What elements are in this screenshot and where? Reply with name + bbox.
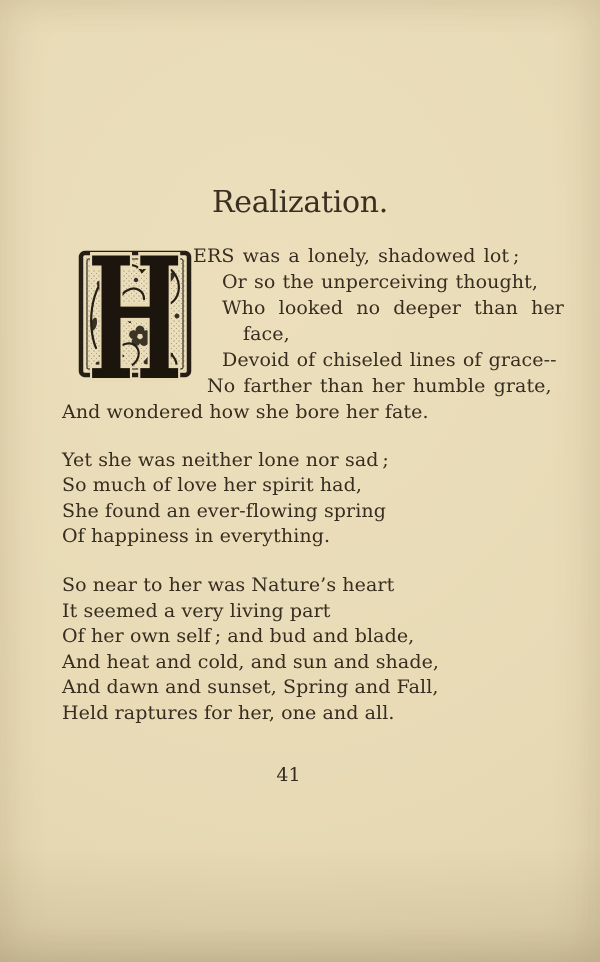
poem-line: Of happiness in everything.: [62, 525, 331, 548]
poem-line: So near to her was Nature’s heart: [62, 574, 395, 596]
stanza-3: [62, 573, 439, 726]
poem-line: Or so the unperceiving thought,: [222, 271, 538, 293]
poem-line: face,: [243, 323, 290, 345]
poem-line: Held raptures for her, one and all.: [62, 701, 395, 724]
poem-line: Yet she was neither lone nor sad ;: [62, 449, 389, 471]
stanza-1: [62, 243, 564, 425]
poem-line: Who looked no deeper than her: [222, 297, 564, 319]
stanza-2: [62, 448, 389, 550]
poem-line: And heat and cold, and sun and shade,: [62, 650, 440, 673]
poem-line: She found an ever-flowing spring: [62, 499, 387, 522]
poem-line: It seemed a very living part: [62, 599, 331, 622]
poem-title: Realization.: [211, 185, 389, 220]
poem-line: No farther than her humble grate,: [207, 375, 552, 397]
poem-line: Of her own self ; and bud and blade,: [62, 625, 415, 647]
poem-line: So much of love her spirit had,: [62, 474, 363, 497]
poem-line: And dawn and sunset, Spring and Fall,: [62, 676, 439, 698]
poem-line: And wondered how she bore her fate.: [62, 401, 429, 423]
page-number: 41: [276, 764, 301, 786]
dropcap-letter: H: [87, 250, 183, 386]
poem-line: ERS was a lonely, shadowed lot ;: [193, 245, 520, 267]
poem-line: Devoid of chiseled lines of grace--: [222, 349, 557, 371]
